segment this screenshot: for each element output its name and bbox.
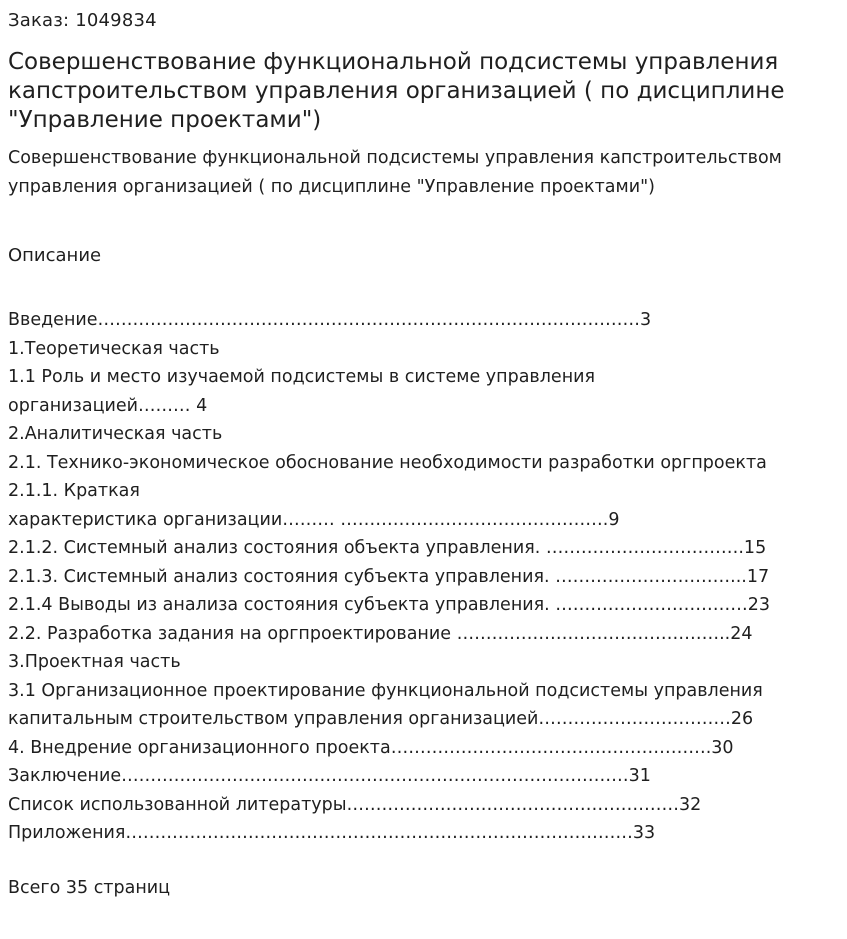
toc-line: организацией……… 4 bbox=[8, 395, 208, 416]
page-title: Совершенствование функциональной подсистемы управления капстроительством управления организацией ( по дисциплине "Управление проектами") bbox=[8, 49, 785, 133]
toc-line: Заключение……………………………………………………………………………31 bbox=[8, 766, 651, 786]
toc-line: 4. Внедрение организационного проекта……………………………………………….30 bbox=[8, 737, 734, 758]
toc-line: 1.Теоретическая часть bbox=[8, 338, 220, 359]
toc-line: Список использованной литературы…………………………………………………32 bbox=[8, 794, 702, 815]
toc-line: 3.1 Организационное проектирование функциональной подсистемы управления bbox=[8, 680, 763, 701]
toc-line: капитальным строительством управления организацией……………………………26 bbox=[8, 709, 754, 729]
toc-line: Введение…………………………………………………………………………………3 bbox=[8, 310, 652, 330]
toc-line: характеристика организации……… ……………………………………….9 bbox=[8, 509, 620, 530]
toc-line: 1.1 Роль и место изучаемой подсистемы в системе управления bbox=[8, 367, 596, 387]
toc-line: 2.1.1. Краткая bbox=[8, 481, 140, 501]
toc-line: Приложения……………………………………………………………………………33 bbox=[8, 823, 656, 843]
toc-line: 2.1.4 Выводы из анализа состояния субъекта управления. ……………………………23 bbox=[8, 595, 771, 615]
order-number: Заказ: 1049834 bbox=[8, 10, 157, 31]
toc-line: 2.Аналитическая часть bbox=[8, 424, 223, 444]
toc-line: 2.1.3. Системный анализ состояния субъекта управления. …………………………...17 bbox=[8, 566, 770, 587]
total-pages: Всего 35 страниц bbox=[8, 878, 171, 898]
toc-line: 2.1.2. Системный анализ состояния объекта управления. …………………………….15 bbox=[8, 538, 767, 558]
page-subtitle: Совершенствование функциональной подсистемы управления капстроительством управления организацией ( по дисциплине "Управление проектами") bbox=[8, 148, 782, 197]
toc-line: 3.Проектная часть bbox=[8, 652, 181, 672]
description-heading: Описание bbox=[8, 245, 102, 266]
toc-line: 2.1. Технико-экономическое обоснование необходимости разработки оргпроекта bbox=[8, 452, 767, 473]
toc-line: 2.2. Разработка задания на оргпроектирование ………………………………………..24 bbox=[8, 623, 753, 644]
table-of-contents bbox=[8, 306, 843, 848]
